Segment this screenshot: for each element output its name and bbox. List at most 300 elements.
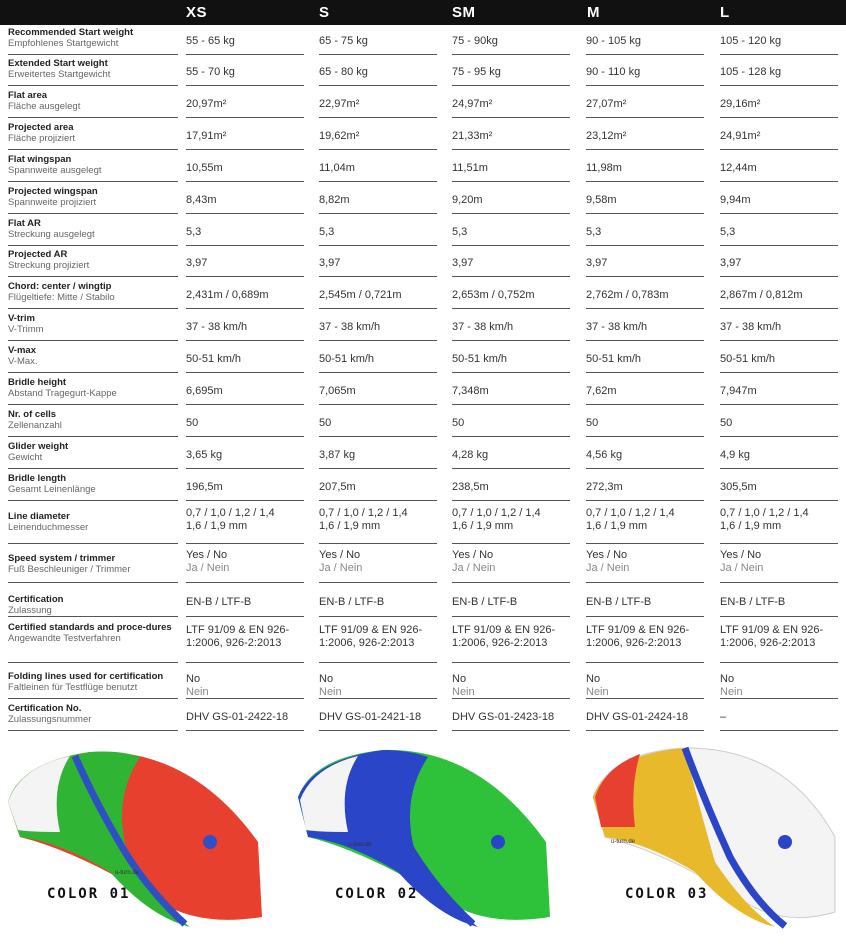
spec-value-text: 0,7 / 1,0 / 1,2 / 1,4 bbox=[186, 507, 275, 519]
spec-value-m bbox=[586, 671, 704, 699]
color-variants bbox=[0, 742, 846, 945]
spec-label bbox=[8, 90, 178, 118]
spec-value-text: No bbox=[319, 673, 334, 685]
spec-value-sm bbox=[452, 90, 570, 118]
spec-label-de: Fläche ausgelegt bbox=[8, 101, 81, 112]
spec-value-text: 105 - 120 kg bbox=[720, 35, 782, 47]
spec-value-text: 3,97 bbox=[319, 257, 341, 269]
spec-value-m bbox=[586, 588, 704, 617]
spec-label bbox=[8, 441, 178, 469]
spec-value-text: 2,545m / 0,721m bbox=[319, 289, 402, 301]
spec-value-text: 24,91m² bbox=[720, 130, 761, 142]
spec-value-sm bbox=[452, 249, 570, 277]
spec-value-l bbox=[720, 377, 838, 405]
spec-label bbox=[8, 249, 178, 277]
spec-value-subtext: 1:2006, 926-2:2013 bbox=[319, 637, 415, 649]
spec-value-xs bbox=[186, 547, 304, 583]
spec-value-l bbox=[720, 313, 838, 341]
spec-value-sm bbox=[452, 313, 570, 341]
spec-label-en: Line diameter bbox=[8, 511, 70, 522]
spec-value-sm bbox=[452, 186, 570, 214]
spec-value-sm bbox=[452, 154, 570, 182]
spec-label-de: Flügeltiefe: Mitte / Stabilo bbox=[8, 292, 115, 303]
spec-value-text: 37 - 38 km/h bbox=[319, 321, 381, 333]
spec-value-subtext: 1:2006, 926-2:2013 bbox=[186, 637, 282, 649]
spec-label-de: Fuß Beschleuniger / Trimmer bbox=[8, 564, 131, 575]
spec-value-l bbox=[720, 218, 838, 246]
spec-value-text: 9,94m bbox=[720, 194, 751, 206]
spec-label bbox=[8, 622, 178, 663]
spec-value-text: DHV GS-01-2423-18 bbox=[452, 711, 555, 723]
spec-value-text: EN-B / LTF-B bbox=[452, 596, 518, 608]
spec-value-xs bbox=[186, 473, 304, 501]
spec-value-m bbox=[586, 622, 704, 663]
spec-value-m bbox=[586, 122, 704, 150]
spec-label-de: Angewandte Testverfahren bbox=[8, 633, 121, 644]
spec-value-text: 50-51 km/h bbox=[586, 353, 642, 365]
spec-value-text: 21,33m² bbox=[452, 130, 493, 142]
spec-value-l bbox=[720, 90, 838, 118]
spec-value-l bbox=[720, 671, 838, 699]
spec-value-text: 3,97 bbox=[186, 257, 208, 269]
spec-label bbox=[8, 218, 178, 246]
spec-value-xs bbox=[186, 154, 304, 182]
glider-brand-text: u-turn.de bbox=[611, 839, 636, 845]
brand-logo-icon bbox=[203, 835, 217, 849]
spec-value-subtext: Ja / Nein bbox=[452, 562, 496, 574]
spec-label-en: Speed system / trimmer bbox=[8, 553, 116, 564]
spec-value-sm bbox=[452, 441, 570, 469]
spec-value-text: EN-B / LTF-B bbox=[720, 596, 786, 608]
spec-value-s bbox=[319, 281, 437, 309]
spec-value-text: 8,43m bbox=[186, 194, 217, 206]
spec-label-en: Nr. of cells bbox=[8, 409, 57, 420]
spec-value-s bbox=[319, 345, 437, 373]
spec-label-en: V-max bbox=[8, 345, 36, 356]
spec-value-l bbox=[720, 409, 838, 437]
spec-value-m bbox=[586, 186, 704, 214]
spec-label-de: Gesamt Leinenlänge bbox=[8, 484, 96, 495]
spec-value-xs bbox=[186, 27, 304, 55]
spec-value-subtext: Nein bbox=[586, 686, 609, 698]
spec-value-text: 50 bbox=[586, 417, 599, 429]
spec-label-de: V-Max. bbox=[8, 356, 38, 367]
spec-value-l bbox=[720, 473, 838, 501]
spec-value-sm bbox=[452, 473, 570, 501]
spec-value-text: 272,3m bbox=[586, 481, 623, 493]
spec-label-de: Zellenanzahl bbox=[8, 420, 62, 431]
spec-value-xs bbox=[186, 186, 304, 214]
spec-value-text: 7,065m bbox=[319, 385, 356, 397]
spec-value-text: 37 - 38 km/h bbox=[586, 321, 648, 333]
spec-value-text: 29,16m² bbox=[720, 98, 761, 110]
spec-value-text: 3,65 kg bbox=[186, 449, 223, 461]
spec-value-l bbox=[720, 122, 838, 150]
color-01-label: COLOR 01 bbox=[47, 886, 131, 902]
spec-value-text: 22,97m² bbox=[319, 98, 360, 110]
spec-value-m bbox=[586, 281, 704, 309]
spec-value-text: 37 - 38 km/h bbox=[452, 321, 514, 333]
spec-value-sm bbox=[452, 671, 570, 699]
spec-label-de: Leinenduchmesser bbox=[8, 522, 89, 533]
spec-value-m bbox=[586, 703, 704, 731]
spec-value-text: 5,3 bbox=[720, 226, 736, 238]
spec-value-l bbox=[720, 58, 838, 86]
spec-value-subtext: Nein bbox=[452, 686, 475, 698]
glider-underside bbox=[595, 754, 640, 827]
spec-value-subtext: Ja / Nein bbox=[586, 562, 630, 574]
spec-label-en: Bridle height bbox=[8, 377, 67, 388]
spec-label-de: V-Trimm bbox=[8, 324, 44, 335]
spec-label-en: Chord: center / wingtip bbox=[8, 281, 112, 292]
spec-value-text: 8,82m bbox=[319, 194, 350, 206]
spec-value-text: 75 - 95 kg bbox=[452, 66, 501, 78]
spec-value-text: 50-51 km/h bbox=[186, 353, 242, 365]
spec-value-m bbox=[586, 505, 704, 544]
spec-value-l bbox=[720, 622, 838, 663]
spec-label-de: Streckung projiziert bbox=[8, 260, 90, 271]
spec-value-sm bbox=[452, 622, 570, 663]
spec-value-text: 0,7 / 1,0 / 1,2 / 1,4 bbox=[452, 507, 541, 519]
spec-value-subtext: 1,6 / 1,9 mm bbox=[186, 520, 248, 532]
spec-value-xs bbox=[186, 505, 304, 544]
spec-value-text: 55 - 70 kg bbox=[186, 66, 235, 78]
spec-value-text: 10,55m bbox=[186, 162, 223, 174]
spec-value-text: 7,348m bbox=[452, 385, 489, 397]
spec-value-text: 2,653m / 0,752m bbox=[452, 289, 535, 301]
spec-value-text: 2,867m / 0,812m bbox=[720, 289, 803, 301]
spec-value-m bbox=[586, 218, 704, 246]
brand-logo-icon bbox=[778, 835, 792, 849]
spec-value-xs bbox=[186, 313, 304, 341]
spec-value-text: Yes / No bbox=[186, 549, 228, 561]
spec-value-text: 12,44m bbox=[720, 162, 757, 174]
spec-label bbox=[8, 27, 178, 55]
spec-label-en: Recommended Start weight bbox=[8, 27, 134, 38]
spec-value-sm bbox=[452, 547, 570, 583]
spec-label bbox=[8, 553, 178, 583]
spec-value-text: 3,97 bbox=[452, 257, 474, 269]
spec-value-text: 23,12m² bbox=[586, 130, 627, 142]
spec-value-text: 5,3 bbox=[452, 226, 468, 238]
spec-value-text: No bbox=[720, 673, 735, 685]
spec-label-en: Folding lines used for certification bbox=[8, 671, 164, 682]
spec-value-m bbox=[586, 27, 704, 55]
spec-value-subtext: 1,6 / 1,9 mm bbox=[452, 520, 514, 532]
spec-value-l bbox=[720, 249, 838, 277]
spec-value-s bbox=[319, 671, 437, 699]
spec-value-text: EN-B / LTF-B bbox=[319, 596, 385, 608]
spec-value-text: LTF 91/09 & EN 926- bbox=[452, 624, 556, 636]
spec-value-sm bbox=[452, 703, 570, 731]
spec-value-s bbox=[319, 505, 437, 544]
spec-value-text: EN-B / LTF-B bbox=[186, 596, 252, 608]
spec-value-text: Yes / No bbox=[720, 549, 762, 561]
spec-value-l bbox=[720, 703, 838, 731]
spec-label-de: Faltleinen für Testflüge benutzt bbox=[8, 682, 138, 693]
spec-value-s bbox=[319, 218, 437, 246]
spec-label bbox=[8, 186, 178, 214]
spec-label bbox=[8, 122, 178, 150]
spec-value-text: 50 bbox=[452, 417, 465, 429]
spec-value-m bbox=[586, 473, 704, 501]
spec-label-en: Projected wingspan bbox=[8, 186, 98, 197]
spec-value-s bbox=[319, 27, 437, 55]
spec-label bbox=[8, 377, 178, 405]
spec-value-text: 0,7 / 1,0 / 1,2 / 1,4 bbox=[720, 507, 809, 519]
spec-label-de: Empfohlenes Startgewicht bbox=[8, 38, 119, 49]
spec-value-sm bbox=[452, 281, 570, 309]
spec-value-text: 3,87 kg bbox=[319, 449, 356, 461]
spec-value-l bbox=[720, 505, 838, 544]
spec-value-m bbox=[586, 313, 704, 341]
spec-value-text: 65 - 75 kg bbox=[319, 35, 368, 47]
spec-value-text: Yes / No bbox=[319, 549, 361, 561]
spec-value-m bbox=[586, 345, 704, 373]
spec-value-xs bbox=[186, 249, 304, 277]
spec-value-l bbox=[720, 186, 838, 214]
spec-value-text: 105 - 128 kg bbox=[720, 66, 782, 78]
spec-label-de: Zulassung bbox=[8, 605, 52, 616]
spec-value-sm bbox=[452, 409, 570, 437]
spec-value-l bbox=[720, 441, 838, 469]
spec-label bbox=[8, 703, 178, 731]
size-header-m: M bbox=[587, 4, 600, 21]
spec-value-sm bbox=[452, 218, 570, 246]
spec-value-text: 90 - 110 kg bbox=[586, 66, 641, 78]
spec-value-xs bbox=[186, 703, 304, 731]
spec-label bbox=[8, 511, 178, 544]
spec-label-de: Fläche projiziert bbox=[8, 133, 76, 144]
spec-value-m bbox=[586, 441, 704, 469]
spec-value-m bbox=[586, 409, 704, 437]
spec-label-de: Erweitertes Startgewicht bbox=[8, 69, 111, 80]
spec-value-text: DHV GS-01-2422-18 bbox=[186, 711, 289, 723]
spec-label bbox=[8, 345, 178, 373]
glider-color-02-image bbox=[288, 742, 553, 932]
spec-value-text: 5,3 bbox=[186, 226, 202, 238]
spec-value-text: LTF 91/09 & EN 926- bbox=[586, 624, 690, 636]
spec-value-subtext: 1:2006, 926-2:2013 bbox=[452, 637, 548, 649]
spec-label-en: Certified standards and proce-dures bbox=[8, 622, 172, 633]
glider-brand-text: u-turn.de bbox=[115, 870, 140, 876]
spec-label-en: Projected area bbox=[8, 122, 74, 133]
glider-color-01-image bbox=[0, 742, 270, 932]
brand-logo-icon bbox=[491, 835, 505, 849]
size-header-bar bbox=[0, 0, 846, 25]
spec-value-s bbox=[319, 154, 437, 182]
spec-value-xs bbox=[186, 622, 304, 663]
size-header-xs: XS bbox=[186, 4, 208, 21]
spec-value-xs bbox=[186, 345, 304, 373]
spec-value-text: 11,51m bbox=[452, 162, 488, 174]
spec-value-text: 90 - 105 kg bbox=[586, 35, 642, 47]
spec-value-text: 0,7 / 1,0 / 1,2 / 1,4 bbox=[319, 507, 408, 519]
spec-value-subtext: 1,6 / 1,9 mm bbox=[319, 520, 381, 532]
spec-value-subtext: Ja / Nein bbox=[186, 562, 230, 574]
spec-label-en: Projected AR bbox=[8, 249, 68, 260]
spec-label bbox=[8, 671, 178, 699]
spec-value-text: 5,3 bbox=[319, 226, 335, 238]
spec-value-xs bbox=[186, 122, 304, 150]
spec-value-text: 196,5m bbox=[186, 481, 223, 493]
spec-label-de: Spannweite ausgelegt bbox=[8, 165, 102, 176]
spec-label bbox=[8, 594, 178, 617]
spec-value-text: 3,97 bbox=[586, 257, 608, 269]
spec-value-l bbox=[720, 27, 838, 55]
spec-value-text: 24,97m² bbox=[452, 98, 493, 110]
spec-label-en: Flat wingspan bbox=[8, 154, 72, 165]
spec-value-subtext: 1:2006, 926-2:2013 bbox=[720, 637, 816, 649]
spec-value-s bbox=[319, 122, 437, 150]
spec-value-text: 2,762m / 0,783m bbox=[586, 289, 669, 301]
spec-value-m bbox=[586, 58, 704, 86]
spec-value-m bbox=[586, 377, 704, 405]
spec-value-sm bbox=[452, 345, 570, 373]
spec-value-subtext: Ja / Nein bbox=[720, 562, 764, 574]
spec-label bbox=[8, 281, 178, 309]
spec-value-subtext: 1:2006, 926-2:2013 bbox=[586, 637, 682, 649]
spec-value-xs bbox=[186, 441, 304, 469]
spec-value-m bbox=[586, 249, 704, 277]
spec-value-xs bbox=[186, 409, 304, 437]
spec-value-subtext: Ja / Nein bbox=[319, 562, 363, 574]
spec-value-text: 11,04m bbox=[319, 162, 355, 174]
spec-value-s bbox=[319, 58, 437, 86]
spec-value-text: 5,3 bbox=[586, 226, 602, 238]
spec-value-s bbox=[319, 703, 437, 731]
spec-value-text: 50 bbox=[720, 417, 733, 429]
spec-value-text: 55 - 65 kg bbox=[186, 35, 235, 47]
spec-value-text: 6,695m bbox=[186, 385, 223, 397]
spec-value-text: No bbox=[586, 673, 601, 685]
spec-value-xs bbox=[186, 218, 304, 246]
size-header-s: S bbox=[319, 4, 330, 21]
spec-value-l bbox=[720, 547, 838, 583]
spec-value-s bbox=[319, 473, 437, 501]
spec-value-l bbox=[720, 588, 838, 617]
spec-value-s bbox=[319, 90, 437, 118]
spec-value-text: 65 - 80 kg bbox=[319, 66, 368, 78]
spec-value-text: 9,20m bbox=[452, 194, 483, 206]
spec-label-en: Bridle length bbox=[8, 473, 67, 484]
spec-value-s bbox=[319, 409, 437, 437]
spec-value-text: 305,5m bbox=[720, 481, 757, 493]
spec-value-text: 7,947m bbox=[720, 385, 757, 397]
spec-value-xs bbox=[186, 377, 304, 405]
spec-value-text: 7,62m bbox=[586, 385, 617, 397]
spec-label bbox=[8, 58, 178, 86]
spec-value-sm bbox=[452, 122, 570, 150]
spec-value-subtext: 1,6 / 1,9 mm bbox=[720, 520, 782, 532]
spec-label-en: Certification bbox=[8, 594, 64, 605]
spec-value-sm bbox=[452, 505, 570, 544]
spec-value-text: Yes / No bbox=[586, 549, 628, 561]
spec-value-m bbox=[586, 154, 704, 182]
spec-value-text: 4,56 kg bbox=[586, 449, 623, 461]
spec-value-subtext: Nein bbox=[319, 686, 342, 698]
spec-value-text: 50-51 km/h bbox=[319, 353, 375, 365]
spec-value-text: 17,91m² bbox=[186, 130, 227, 142]
size-header-sm: SM bbox=[452, 4, 476, 21]
spec-value-text: 27,07m² bbox=[586, 98, 627, 110]
spec-value-xs bbox=[186, 281, 304, 309]
spec-value-text: No bbox=[452, 673, 467, 685]
color-03-label: COLOR 03 bbox=[625, 886, 709, 902]
spec-value-s bbox=[319, 441, 437, 469]
spec-value-text: 19,62m² bbox=[319, 130, 360, 142]
spec-value-text: 9,58m bbox=[586, 194, 617, 206]
spec-value-text: 3,97 bbox=[720, 257, 742, 269]
spec-value-s bbox=[319, 186, 437, 214]
spec-value-text: 11,98m bbox=[586, 162, 622, 174]
spec-value-text: 37 - 38 km/h bbox=[186, 321, 248, 333]
spec-label-de: Streckung ausgelegt bbox=[8, 229, 95, 240]
spec-label-de: Abstand Tragegurt-Kappe bbox=[8, 388, 117, 399]
spec-label-en: Flat AR bbox=[8, 218, 41, 229]
spec-value-l bbox=[720, 281, 838, 309]
spec-value-text: EN-B / LTF-B bbox=[586, 596, 652, 608]
spec-value-text: 0,7 / 1,0 / 1,2 / 1,4 bbox=[586, 507, 675, 519]
spec-value-subtext: 1,6 / 1,9 mm bbox=[586, 520, 648, 532]
spec-value-xs bbox=[186, 588, 304, 617]
spec-value-s bbox=[319, 377, 437, 405]
spec-value-text: 50 bbox=[186, 417, 199, 429]
spec-label-de: Spannweite projiziert bbox=[8, 197, 97, 208]
spec-value-text: DHV GS-01-2421-18 bbox=[319, 711, 422, 723]
spec-value-text: 75 - 90kg bbox=[452, 35, 498, 47]
color-02-label: COLOR 02 bbox=[335, 886, 419, 902]
spec-label bbox=[8, 473, 178, 501]
spec-value-text: 4,28 kg bbox=[452, 449, 489, 461]
spec-value-text: 50-51 km/h bbox=[720, 353, 776, 365]
spec-value-text: LTF 91/09 & EN 926- bbox=[319, 624, 423, 636]
spec-value-text: LTF 91/09 & EN 926- bbox=[186, 624, 290, 636]
spec-value-text: 4,9 kg bbox=[720, 449, 750, 461]
spec-value-text: 238,5m bbox=[452, 481, 489, 493]
spec-value-text: DHV GS-01-2424-18 bbox=[586, 711, 689, 723]
spec-value-s bbox=[319, 313, 437, 341]
spec-label-en: Glider weight bbox=[8, 441, 69, 452]
spec-value-text: 50-51 km/h bbox=[452, 353, 508, 365]
spec-value-text: – bbox=[720, 711, 727, 723]
size-header-l: L bbox=[720, 4, 730, 21]
spec-value-text: 50 bbox=[319, 417, 332, 429]
spec-value-sm bbox=[452, 27, 570, 55]
spec-label-de: Gewicht bbox=[8, 452, 43, 463]
spec-value-xs bbox=[186, 671, 304, 699]
spec-value-l bbox=[720, 154, 838, 182]
glider-color-03-image bbox=[585, 742, 840, 932]
spec-value-s bbox=[319, 547, 437, 583]
spec-label-de: Zulassungsnummer bbox=[8, 714, 92, 725]
spec-label-en: Flat area bbox=[8, 90, 48, 101]
spec-value-text: Yes / No bbox=[452, 549, 494, 561]
spec-label-en: Extended Start weight bbox=[8, 58, 108, 69]
spec-value-m bbox=[586, 547, 704, 583]
spec-value-xs bbox=[186, 90, 304, 118]
spec-value-text: 2,431m / 0,689m bbox=[186, 289, 269, 301]
spec-value-l bbox=[720, 345, 838, 373]
spec-label bbox=[8, 409, 178, 437]
spec-value-s bbox=[319, 249, 437, 277]
spec-value-m bbox=[586, 90, 704, 118]
spec-value-sm bbox=[452, 377, 570, 405]
spec-value-s bbox=[319, 588, 437, 617]
spec-value-sm bbox=[452, 58, 570, 86]
spec-value-s bbox=[319, 622, 437, 663]
spec-value-text: No bbox=[186, 673, 201, 685]
